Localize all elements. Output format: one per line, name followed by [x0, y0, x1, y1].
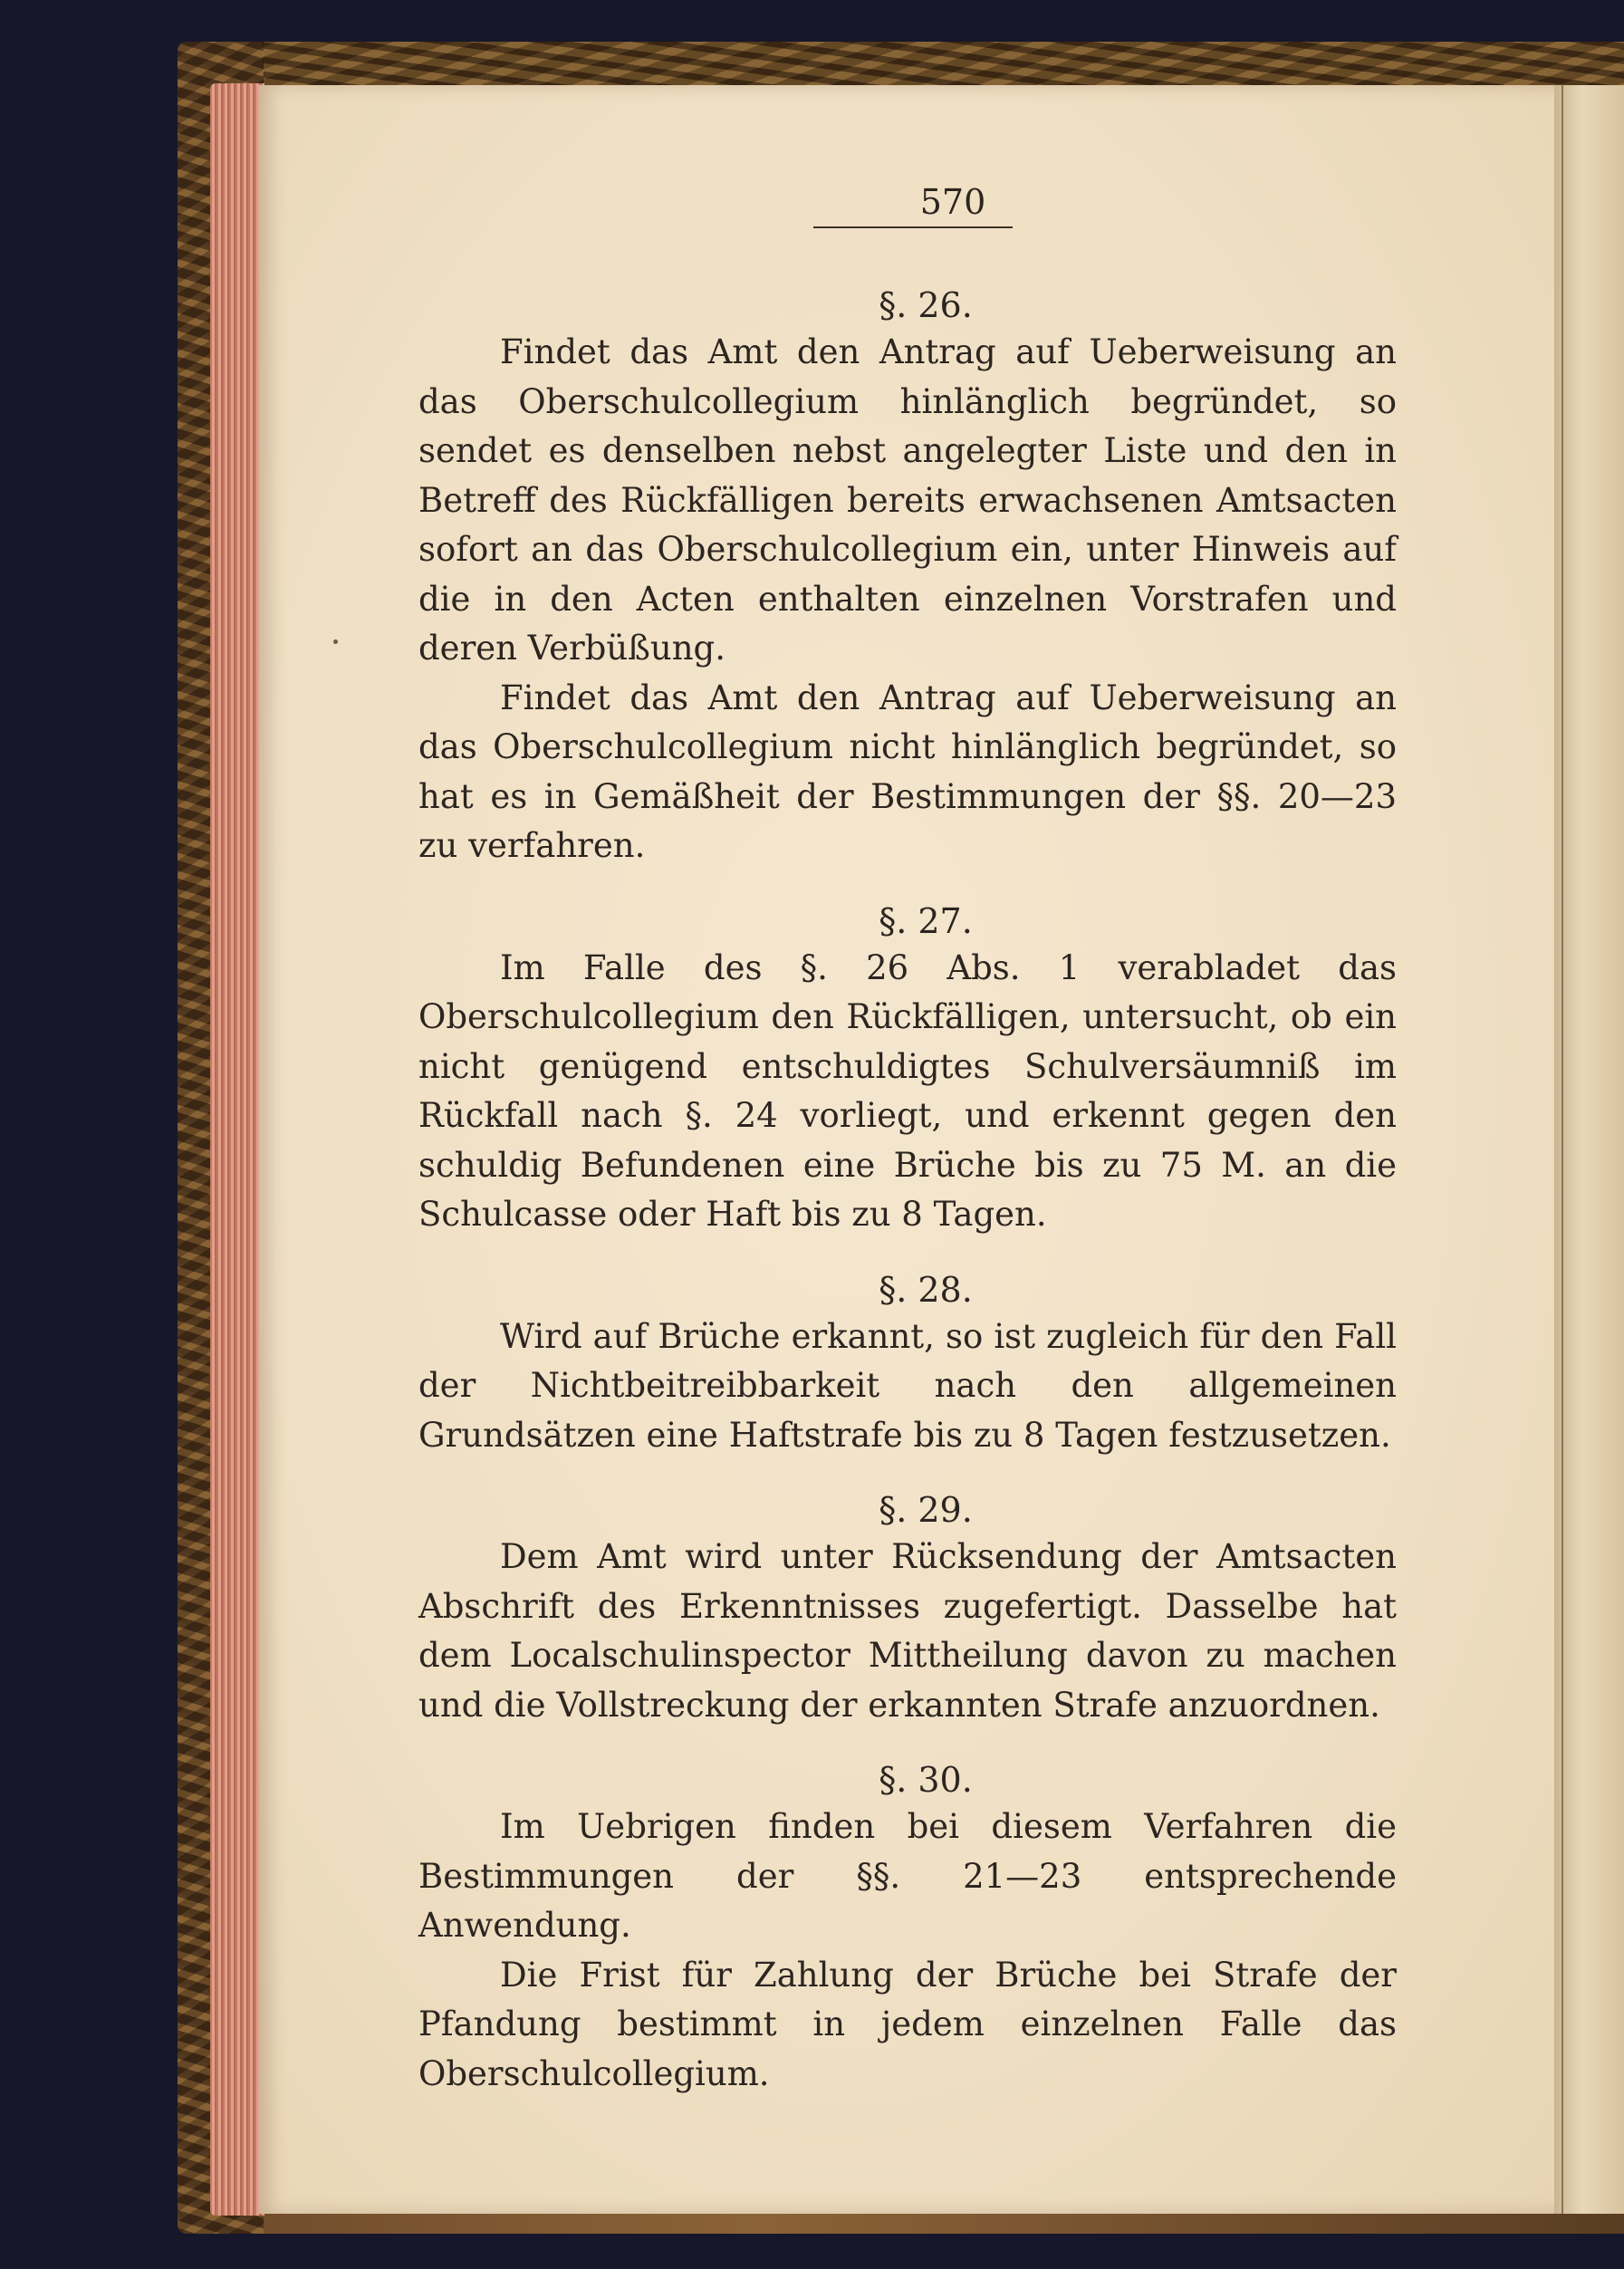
section-30: [418, 1757, 1397, 2099]
paragraph: Dem Amt wird unter Rücksendung der Amtsacten Abschrift des Erkenntnisses zugefertigt. Dasselbe hat dem Localschulinspector Mittheilung davon zu machen und die Vollstreckung der erkannten Strafe anzuordnen.: [418, 1537, 1397, 1725]
page-content: [418, 178, 1397, 2099]
spacer: [418, 871, 1397, 899]
spacer: [418, 1730, 1397, 1757]
section-26: [418, 283, 1397, 871]
page-number: 570: [919, 182, 986, 222]
paragraph: Die Frist für Zahlung der Brüche bei Strafe der Pfandung bestimmt in jedem einzelnen Falle das Oberschulcollegium.: [418, 1955, 1397, 2093]
facing-page-edge: [1554, 85, 1624, 2214]
section-heading: §. 30.: [879, 1760, 973, 1800]
page-edges: [210, 83, 264, 2216]
spacer: [418, 1460, 1397, 1487]
gutter-line: [1562, 85, 1563, 2214]
paragraph: Im Uebrigen finden bei diesem Verfahren die Bestimmungen der §§. 21—23 entsprechende Anwendung.: [418, 1807, 1397, 1945]
section-28: [418, 1267, 1397, 1461]
ink-speck: [333, 639, 338, 644]
section-heading: §. 28.: [879, 1269, 973, 1310]
spacer: [418, 1240, 1397, 1267]
section-27: [418, 899, 1397, 1240]
section-heading: §. 29.: [879, 1490, 973, 1530]
paragraph: Wird auf Brüche erkannt, so ist zugleich für den Fall der Nichtbeitreibbarkeit nach den allgemeinen Grundsätzen eine Haftstrafe bis zu 8 Tagen festzusetzen.: [418, 1316, 1397, 1455]
section-heading: §. 27.: [879, 900, 973, 941]
section-heading: §. 26.: [879, 285, 973, 325]
paragraph: Findet das Amt den Antrag auf Ueberweisung an das Oberschulcollegium hinlänglich begründet, so sendet es denselben nebst angelegter Liste und den in Betreff des Rückfälligen bereits erwachsenen Amtsacten sofort an das Oberschulcollegium ein, unter Hinweis auf die in den Acten enthalten einzelnen Vorstrafen und deren Verbüßung.: [418, 332, 1397, 668]
page-number-rule: [813, 226, 1013, 228]
paragraph: Im Falle des §. 26 Abs. 1 verabladet das Oberschulcollegium den Rückfälligen, untersucht, ob ein nicht genügend entschuldigtes Schulversäumniß im Rückfall nach §. 24 vorliegt, und erkennt gegen den schuldig Befundenen eine Brüche bis zu 75 M. an die Schulcasse oder Haft bis zu 8 Tagen.: [418, 947, 1397, 1234]
page-body: [418, 283, 1397, 2099]
paragraph: Findet das Amt den Antrag auf Ueberweisung an das Oberschulcollegium nicht hinlänglich begründet, so hat es in Gemäßheit der Bestimmungen der §§. 20—23 zu verfahren.: [418, 678, 1397, 865]
section-29: [418, 1487, 1397, 1730]
